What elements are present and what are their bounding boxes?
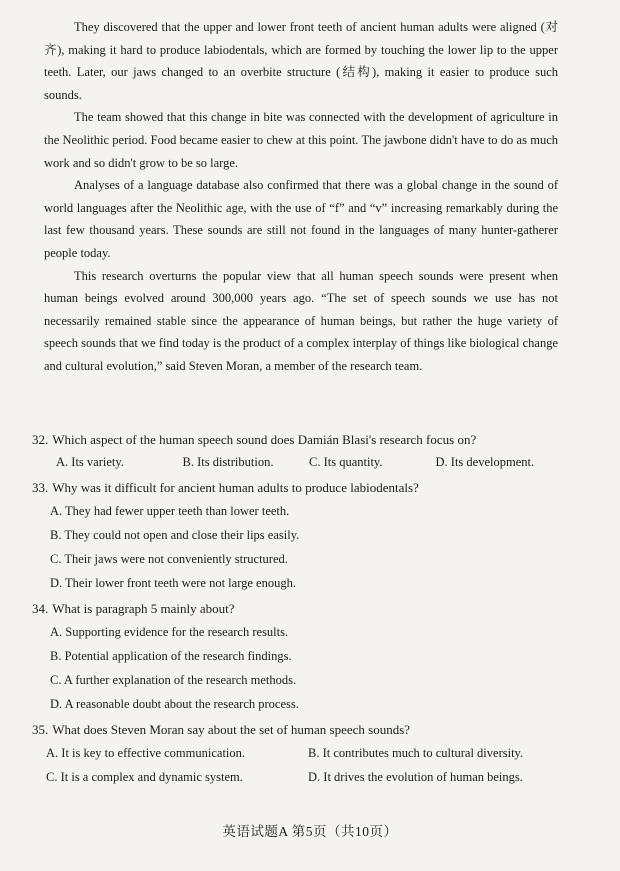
- question-32: [32, 428, 562, 474]
- option-d[interactable]: D. Their lower front teeth were not large enough.: [50, 576, 296, 590]
- option-c[interactable]: C. Its quantity.: [309, 455, 383, 469]
- option-list: [32, 741, 562, 789]
- option-list: [32, 499, 562, 595]
- question-stem: [32, 597, 562, 620]
- question-number: 35.: [32, 722, 49, 737]
- passage-paragraph: This research overturns the popular view that all human speech sounds were present when human beings evolved around 300,000 years ago. “The set of speech sounds we use has not necessarily remained stable since the appearance of human beings, but rather the huge variety of speech sounds that we find today is the product of a complex interplay of things like biological change and cultural evolution,” said Steven Moran, a member of the research team.: [44, 268, 558, 373]
- option-a[interactable]: A. Its variety.: [56, 455, 124, 469]
- option-b[interactable]: B. Its distribution.: [182, 455, 274, 469]
- option-b[interactable]: B. Potential application of the research findings.: [50, 649, 292, 663]
- option-b[interactable]: B. It contributes much to cultural diversity.: [308, 746, 524, 760]
- question-number: 33.: [32, 480, 49, 495]
- reading-passage: [44, 16, 558, 378]
- question-34: [32, 597, 562, 716]
- question-stem: [32, 718, 562, 741]
- question-text: What is paragraph 5 mainly about?: [52, 601, 235, 616]
- passage-paragraph: Analyses of a language database also confirmed that there was a global change in the sound of world languages after the Neolithic age, with the use of “f” and “v” increasing remarkably during the last few thousand years. These sounds are still not found in the languages of many hunter-gatherer people today.: [44, 178, 558, 260]
- question-35: [32, 718, 562, 789]
- page-footer: 英语试题A 第5页（共10页）: [222, 824, 398, 839]
- option-d[interactable]: D. It drives the evolution of human beings.: [308, 770, 523, 784]
- option-b[interactable]: B. They could not open and close their lips easily.: [50, 528, 300, 542]
- option-list: [32, 451, 562, 474]
- question-number: 32.: [32, 432, 49, 447]
- passage-paragraph: The team showed that this change in bite was connected with the development of agriculture in the Neolithic period. Food became easier to chew at this point. The jawbone didn't have to do as much work and so didn't grow to be so large.: [44, 110, 558, 170]
- option-c[interactable]: C. Their jaws were not conveniently structured.: [50, 552, 288, 566]
- question-stem: [32, 476, 562, 499]
- question-list: [32, 428, 562, 791]
- option-d[interactable]: D. A reasonable doubt about the research process.: [50, 697, 299, 711]
- option-list: [32, 620, 562, 716]
- question-number: 34.: [32, 601, 49, 616]
- option-c[interactable]: C. A further explanation of the research methods.: [50, 673, 297, 687]
- question-text: Which aspect of the human speech sound does Damián Blasi's research focus on?: [52, 432, 477, 447]
- question-text: Why was it difficult for ancient human adults to produce labiodentals?: [52, 480, 419, 495]
- option-a[interactable]: A. It is key to effective communication.: [46, 746, 246, 760]
- option-a[interactable]: A. They had fewer upper teeth than lower teeth.: [50, 504, 290, 518]
- question-33: [32, 476, 562, 595]
- option-d[interactable]: D. Its development.: [435, 455, 535, 469]
- passage-paragraph: They discovered that the upper and lower front teeth of ancient human adults were aligned (对齐), making it hard to produce labiodentals, which are formed by touching the lower lip to the upper teeth. Later, our jaws changed to an overbite structure (结构), making it easier to produce such sounds.: [44, 20, 558, 102]
- option-a[interactable]: A. Supporting evidence for the research results.: [50, 625, 289, 639]
- option-c[interactable]: C. It is a complex and dynamic system.: [46, 770, 243, 784]
- question-stem: [32, 428, 562, 451]
- question-text: What does Steven Moran say about the set of human speech sounds?: [52, 722, 411, 737]
